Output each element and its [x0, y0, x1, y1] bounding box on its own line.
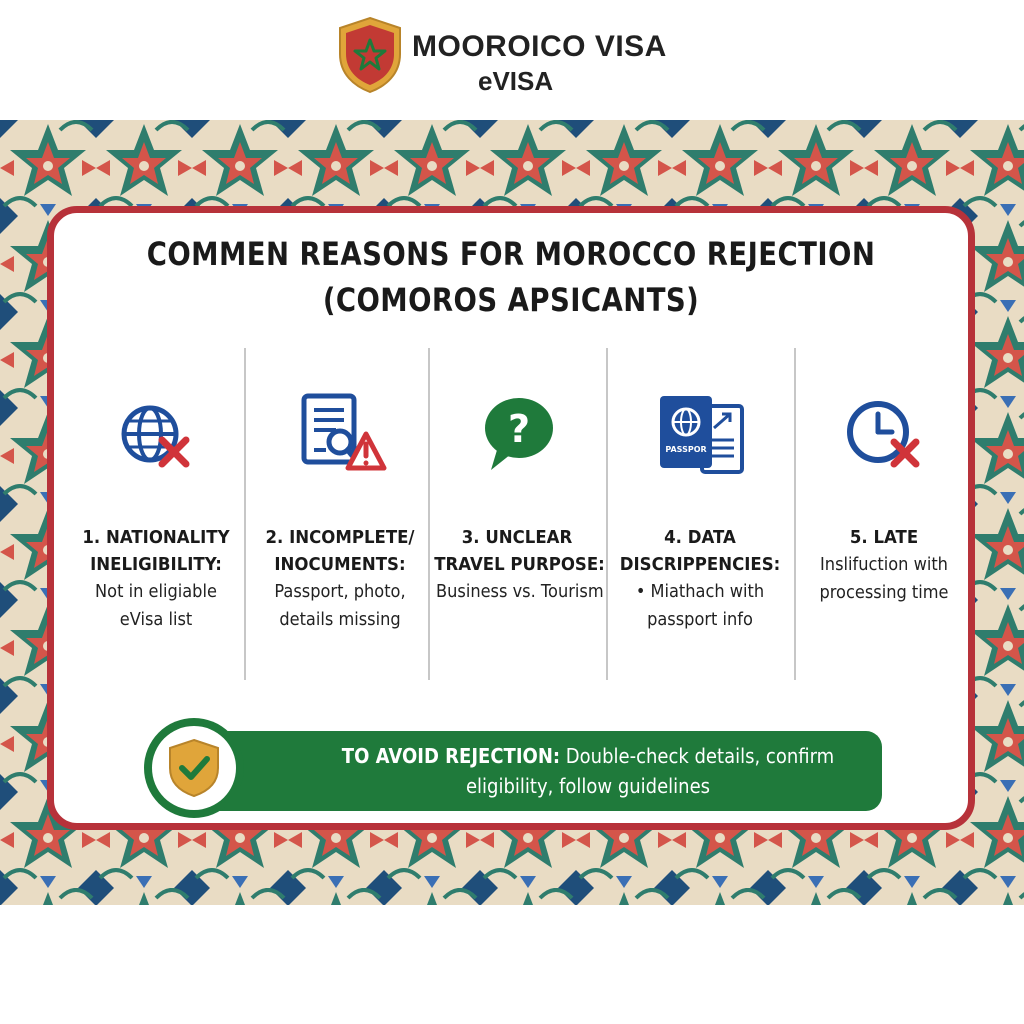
- clock-x-icon: [834, 388, 934, 488]
- avoid-rejection-banner: [204, 731, 882, 811]
- brand-title: MOOROICO VISA: [412, 30, 667, 63]
- banner-text-line2: eligibility, follow guidelines: [465, 774, 711, 798]
- reason-desc-line2: processing time: [819, 582, 949, 603]
- reason-title-line1: 2. INCOMPLETE/: [265, 527, 415, 548]
- brand-subtitle: eVISA: [478, 66, 554, 96]
- reason-column-3: [427, 388, 607, 606]
- reason-desc-line1: Business vs. Tourism: [436, 581, 604, 602]
- reason-desc-line1: Inslifuction with: [820, 554, 948, 575]
- document-search-warning-icon: [290, 388, 390, 488]
- shield-check-badge: [144, 718, 244, 818]
- reason-title-line1: 3. UNCLEAR: [461, 527, 573, 548]
- card-title-line1: COMMEN REASONS FOR MOROCCO REJECTION: [146, 235, 876, 273]
- card-title-line2: (COMOROS APSICANTS): [322, 281, 700, 319]
- reason-column-5: [794, 388, 974, 607]
- reason-desc-line1: Not in eligiable: [95, 581, 217, 602]
- banner-bold-text: TO AVOID REJECTION:: [341, 744, 561, 768]
- reason-title-line1: 5. LATE: [849, 527, 919, 548]
- svg-text:?: ?: [507, 407, 531, 451]
- passport-document-icon: [650, 388, 750, 488]
- reason-title-line2: INOCUMENTS:: [274, 554, 406, 575]
- reason-desc-line1: Passport, photo,: [274, 581, 406, 602]
- question-bubble-icon: [467, 388, 567, 488]
- reason-title-line1: 4. DATA: [664, 527, 736, 548]
- shield-check-icon: [166, 738, 222, 798]
- globe-x-icon: [106, 388, 206, 488]
- reason-title-line1: 1. NATIONALITY: [82, 527, 230, 548]
- reason-desc-line2: eVisa list: [119, 609, 193, 630]
- reason-desc-line1: • Miathach with: [635, 581, 765, 602]
- reason-desc-line2: details missing: [279, 609, 401, 630]
- banner-text-rest: Double-check details, confirm: [560, 744, 835, 768]
- shield-star-logo-icon: [336, 16, 404, 94]
- header: [0, 0, 1024, 120]
- reason-desc-line2: passport info: [647, 609, 753, 630]
- banner-text: [332, 741, 843, 801]
- reason-title-line2: DISCRIPPENCIES:: [619, 554, 781, 575]
- reason-column-2: [250, 388, 430, 634]
- passport-label: PASSPOR: [665, 445, 707, 454]
- reason-column-1: [66, 388, 246, 634]
- info-card: [47, 206, 975, 830]
- reason-title-line2: INELIGIBILITY:: [90, 554, 222, 575]
- reason-title-line2: TRAVEL PURPOSE:: [434, 554, 605, 575]
- reason-column-4: [610, 388, 790, 634]
